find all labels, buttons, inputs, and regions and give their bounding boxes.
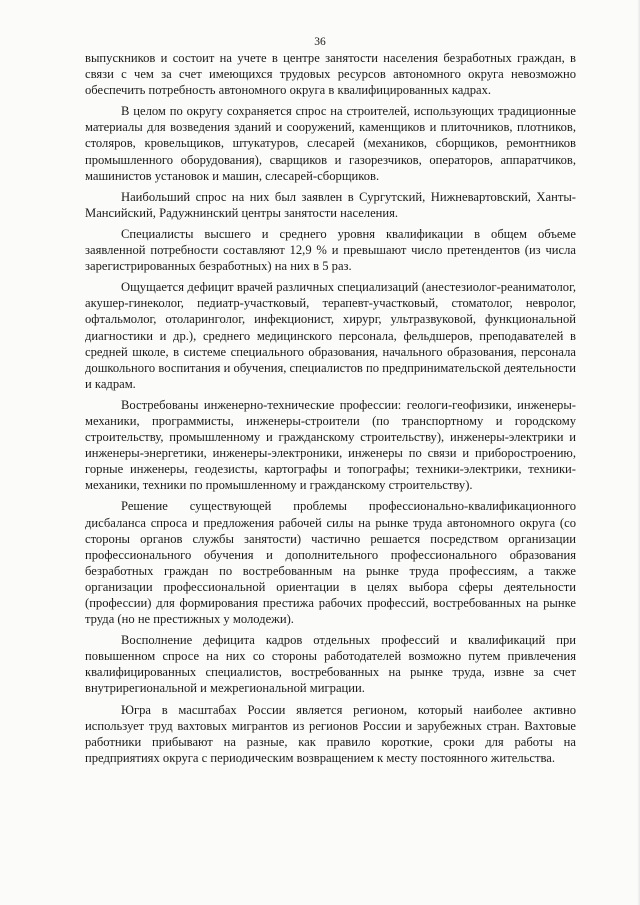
paragraph-specialists-share: Специалисты высшего и среднего уровня квалификации в общем объеме заявленной потребности составляют 12,9 % и превышают число претендентов (из числа зарегистрированных безработных) на них в 5 раз.: [85, 226, 576, 274]
paragraph-graduates: выпускников и состоит на учете в центре занятости населения безработных граждан, в связи с чем за счет имеющихся трудовых ресурсов автономного округа невозможно обеспечить потребность автономного округа в квалифицированных кадрах.: [85, 51, 576, 98]
paragraph-doctors-shortage: Ощущается дефицит врачей различных специализаций (анестезиолог-реаниматолог, акушер-гинеколог, педиатр-участковый, терапевт-участковый, стоматолог, невролог, офтальмолог, отоларинголог, инфекционист, хирург, ультразвуковой, функциональной диагностики и др.), среднего медицинского персонала, фельдшеров, преподавателей в средней школе, в системе специального образования, начального образования, персонала дошкольного воспитания и обучения, специалистов по предпринимательской деятельности и кадрам.: [85, 280, 576, 391]
paragraph-imbalance-solution: Решение существующей проблемы профессионально-квалификационного дисбаланса спроса и предложения рабочей силы на рынке труда автономного округа (со стороны органов службы занятости) частично решается посредством организации профессионального обучения и дополнительного профессионального образования безработных граждан по востребованным на рынке труда профессиям, а также организации профессиональной ориентации в целях выбора сферы деятельности (профессии) для формирования престижа рабочих профессий, востребованных на рынке труда (но не престижных у молодежи).: [85, 499, 576, 627]
paragraph-yugra-shift-workers: Югра в масштабах России является регионом, который наиболее активно использует труд вахтовых мигрантов из регионов России и зарубежных стран. Вахтовые работники прибывают на разные, как правило короткие, сроки для работы на предприятиях округа с периодическим возвращением к месту постоянного жительства.: [85, 702, 576, 765]
paragraph-construction-demand: В целом по округу сохраняется спрос на строителей, использующих традиционные материалы для возведения зданий и сооружений, каменщиков и плиточников, плотников, столяров, кровельщиков, штукатуров, слесарей (механиков, сборщиков, ремонтников промышленного оборудования), сварщиков и газорезчиков, операторов, аппаратчиков, машинистов установок и машин, слесарей-сборщиков.: [85, 104, 576, 183]
page-number: 36: [314, 36, 326, 48]
document-body: [85, 50, 576, 771]
paragraph-employment-centers: Наибольший спрос на них был заявлен в Сургутский, Нижневартовский, Ханты-Мансийский, Радужнинский центры занятости населения.: [85, 189, 576, 220]
paragraph-engineering-professions: Востребованы инженерно-технические профессии: геологи-геофизики, инженеры-механики, программисты, инженеры-строители (по транспортному и городскому строительству, промышленному и гражданскому строительству), инженеры-электрики и инженеры-энергетики, инженеры-электроники, инженеры по связи и приборостроению, горные инженеры, геодезисты, картографы и топографы; техники-электрики, техники-механики, техники по промышленному и гражданскому строительству).: [85, 397, 576, 493]
paragraph-migration: Восполнение дефицита кадров отдельных профессий и квалификаций при повышенном спросе на них со стороны работодателей возможно путем привлечения квалифицированных специалистов, востребованных на рынке труда, извне за счет внутрирегиональной и межрегиональной миграции.: [85, 633, 576, 696]
